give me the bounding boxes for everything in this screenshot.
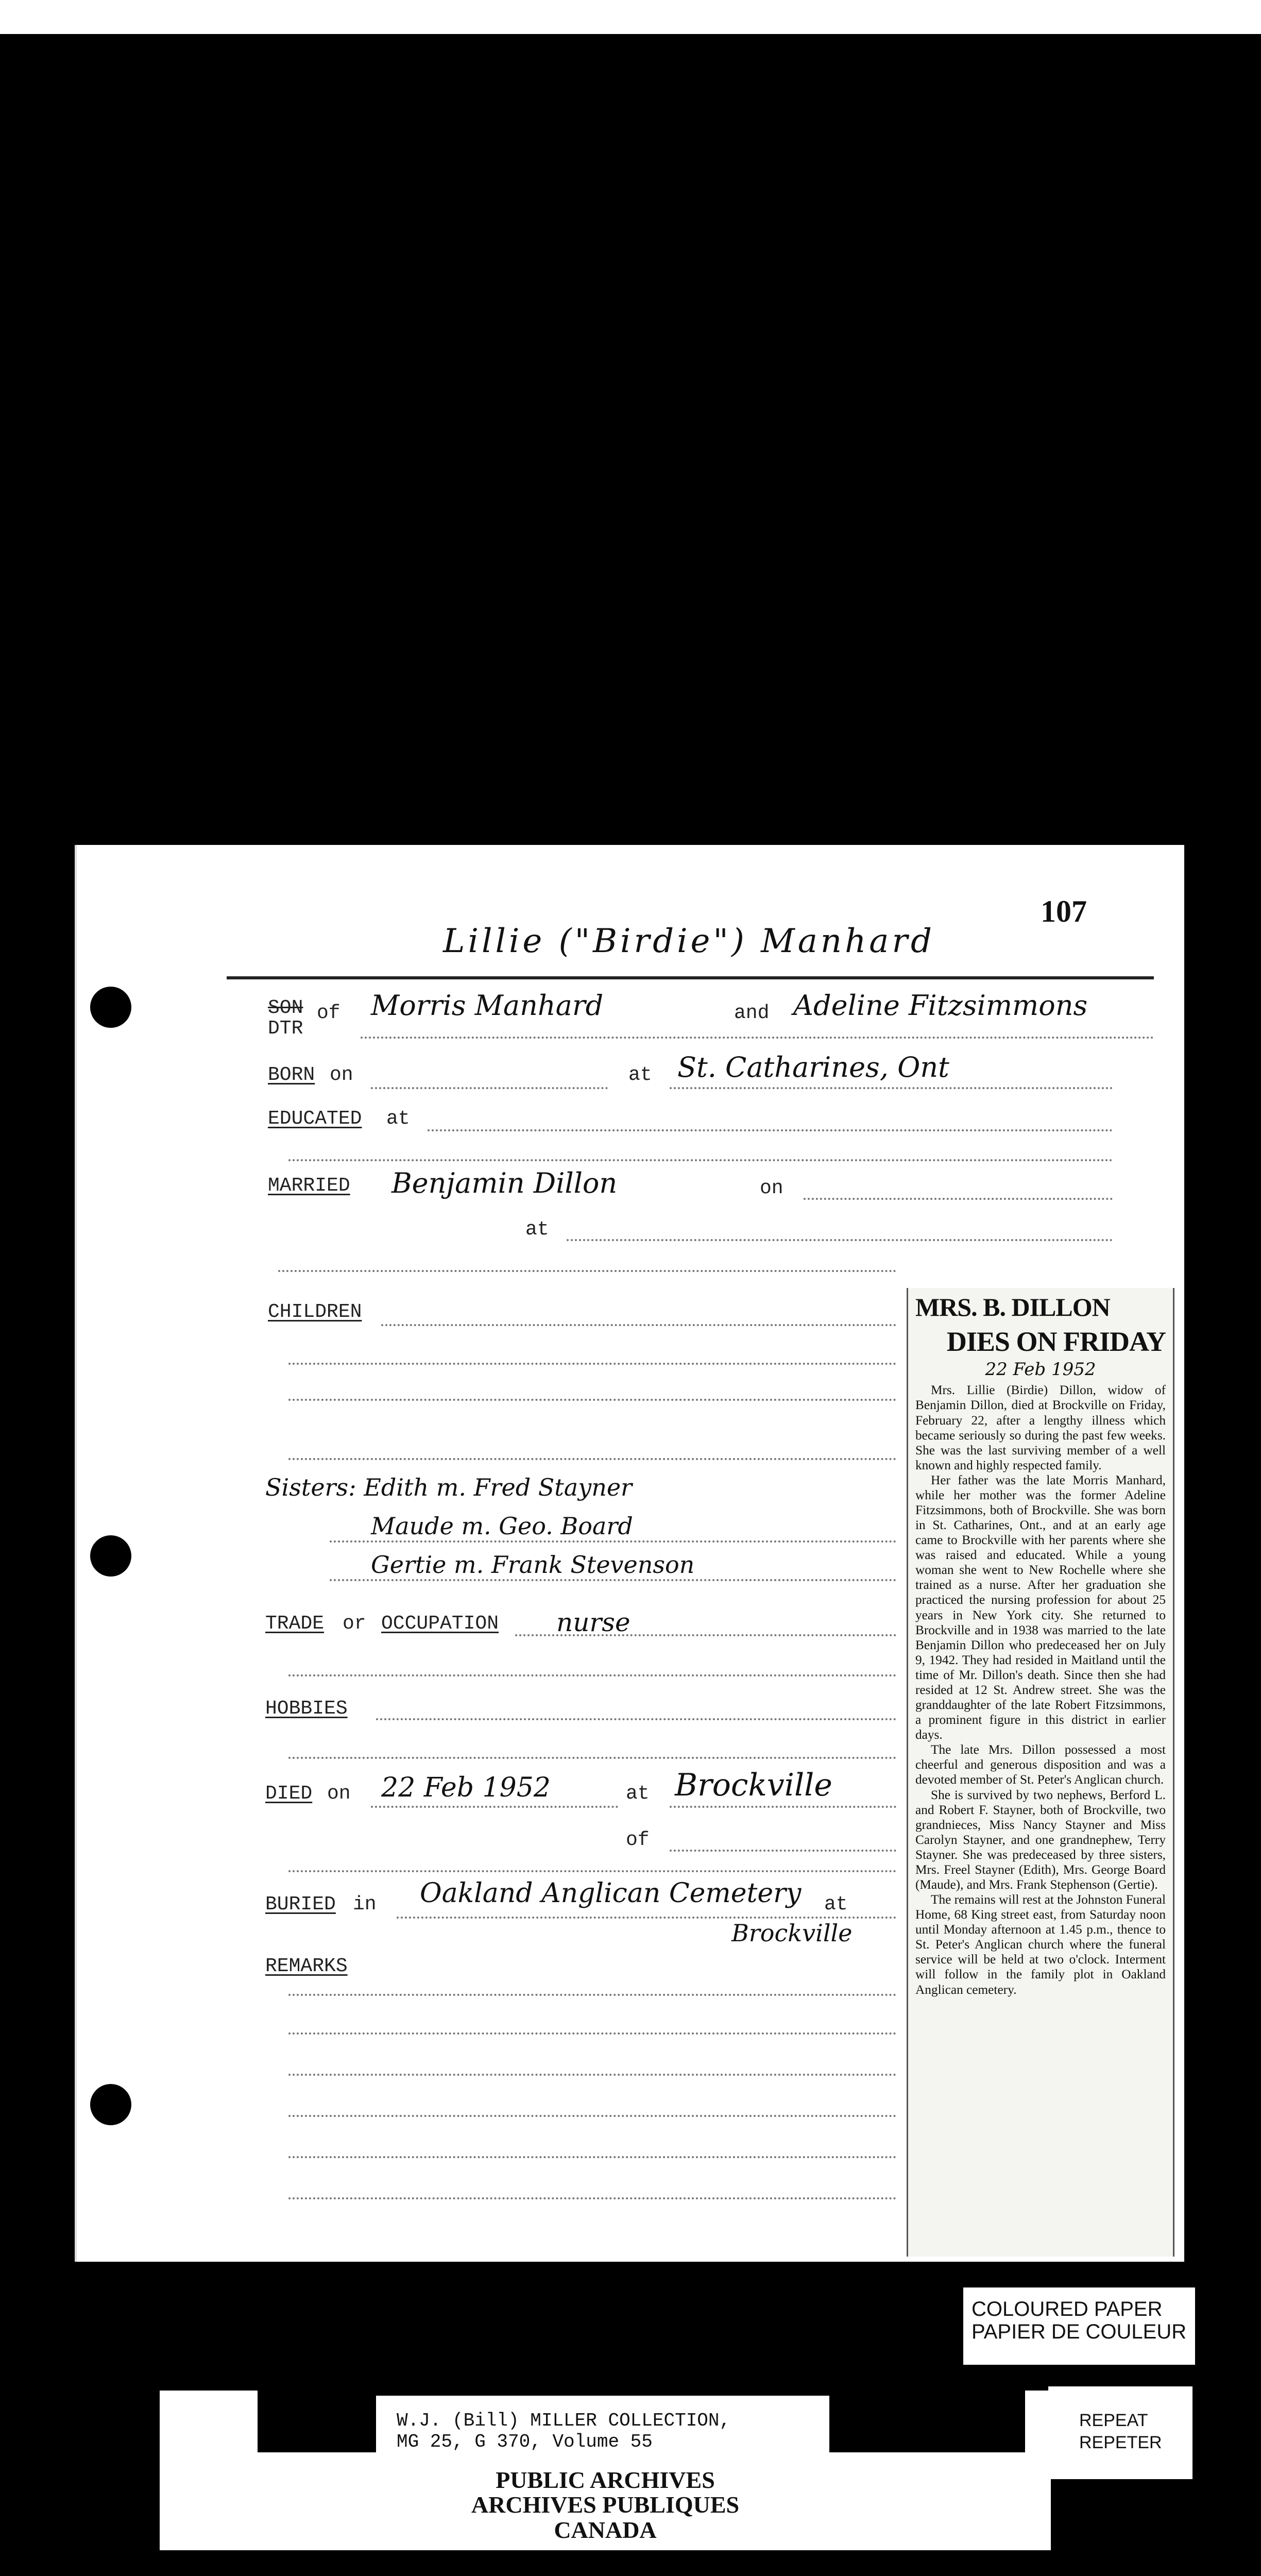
clipping-paragraph: Her father was the late Morris Manhard, while her mother was the former Adeline Fitzsimmons, both of Brockville. She was born in St. Catharines, Ont., and at an early age came to Brockville with her parents where she was raised and educated. While a young woman she went to New Rochelle where she trained as a nurse. After her graduation she practiced the nursing profession for about 25 years in New York city. She returned to Brockville and in 1938 was married to the late Benjamin Dillon who predeceased her on July 9, 1942. They had resided in Maitland until the time of Mr. Dillon's death. Since then she had resided at 12 St. Andrew street. She was the granddaughter of the late Robert Fitzsimmons, a prominent figure in this district in earlier days. xyxy=(915,1472,1166,1742)
dotted-line xyxy=(567,1239,1113,1241)
dotted-line xyxy=(397,1917,896,1919)
burial-place: Oakland Anglican Cemetery xyxy=(420,1878,802,1909)
dotted-line xyxy=(371,1806,618,1808)
hobbies-label: HOBBIES xyxy=(265,1698,348,1720)
sibling-line: Sisters: Edith m. Fred Stayner xyxy=(265,1473,633,1501)
name-underline xyxy=(227,976,1154,979)
dotted-line xyxy=(515,1634,896,1636)
dotted-line xyxy=(278,1270,896,1272)
father-name: Morris Manhard xyxy=(371,989,604,1022)
punch-hole xyxy=(90,987,131,1028)
dotted-line xyxy=(288,1994,896,1996)
coloured-paper-label xyxy=(963,2287,1195,2365)
at-label: at xyxy=(525,1218,549,1241)
of-label: of xyxy=(626,1829,650,1851)
archives-line: CANADA xyxy=(554,2516,657,2543)
dotted-line xyxy=(376,1718,896,1720)
collection-line: W.J. (Bill) MILLER COLLECTION, xyxy=(397,2410,731,2431)
clipping-paragraph: The remains will rest at the Johnston Funeral Home, 68 King street east, from Saturday noon until Monday afternoon at 1.45 p.m., thence to St. Peter's Anglican church where the funeral service will be held at two o'clock. Interment will follow in the family plot in Oakland Anglican cemetery. xyxy=(915,1892,1166,1997)
dtr-label: DTR xyxy=(268,1018,303,1040)
dotted-line xyxy=(288,1458,896,1460)
at-label: at xyxy=(626,1783,650,1805)
dotted-line xyxy=(288,2156,896,2158)
dotted-line xyxy=(288,2032,896,2035)
punch-hole xyxy=(90,1535,131,1577)
dotted-line xyxy=(670,1850,896,1852)
dotted-line xyxy=(670,1806,896,1808)
trade-label: TRADE xyxy=(265,1613,325,1635)
and-label: and xyxy=(734,1002,770,1024)
burial-town: Brockville xyxy=(731,1919,853,1947)
dotted-line xyxy=(288,1159,1113,1161)
repeat-label-line: REPETER xyxy=(1079,2432,1162,2452)
collection-line: MG 25, G 370, Volume 55 xyxy=(397,2431,653,2453)
educated-label: EDUCATED xyxy=(268,1108,362,1130)
dotted-line xyxy=(288,2197,896,2199)
top-border-strip xyxy=(0,0,1261,34)
collection-label xyxy=(376,2396,829,2473)
coloured-label-line: PAPIER DE COULEUR xyxy=(972,2320,1187,2343)
repeat-label xyxy=(1048,2386,1192,2479)
occupation-label: OCCUPATION xyxy=(381,1613,499,1635)
page-number: 107 xyxy=(1041,894,1087,928)
record-name: Lillie ("Birdie") Manhard xyxy=(443,922,935,960)
on-label: on xyxy=(327,1783,351,1805)
clipping-paragraph: She is survived by two nephews, Berford L. and Robert F. Stayner, both of Brockville, two grandnieces, Miss Nancy Stayner and Miss Carolyn Stayner, and one grandnephew, Terry Stayner. She was predeceased by three sisters, Mrs. Freel Stayner (Edith), Mrs. George Board (Maude), and Mrs. Frank Stephenson (Gertie). xyxy=(915,1787,1166,1892)
son-label: SON xyxy=(268,997,303,1019)
death-date: 22 Feb 1952 xyxy=(381,1772,551,1803)
dotted-line xyxy=(371,1087,608,1089)
archives-stamp xyxy=(160,2468,1051,2543)
archives-line: ARCHIVES PUBLIQUES xyxy=(471,2492,740,2518)
archives-line: PUBLIC ARCHIVES xyxy=(496,2467,715,2493)
clipping-paragraph: Mrs. Lillie (Birdie) Dillon, widow of Benjamin Dillon, died at Brockville on Friday, February 22, after a lengthy illness which became seriously so during the past few weeks. She was the last surviving member of a well known and highly respected family. xyxy=(915,1383,1166,1472)
sibling-line: Gertie m. Frank Stevenson xyxy=(371,1551,695,1579)
dotted-line xyxy=(288,1363,896,1365)
at-label: at xyxy=(386,1108,410,1130)
remarks-label: REMARKS xyxy=(265,1955,348,1977)
dotted-line xyxy=(361,1037,1154,1039)
born-label: BORN xyxy=(268,1064,315,1086)
dotted-line xyxy=(428,1129,1113,1131)
dotted-line xyxy=(288,1870,896,1872)
dotted-line xyxy=(288,2074,896,2076)
died-label: DIED xyxy=(265,1783,313,1805)
clipping-handwritten-date: 22 Feb 1952 xyxy=(985,1359,1096,1380)
dotted-line xyxy=(804,1198,1113,1200)
clipping-paragraph: The late Mrs. Dillon possessed a most cheerful and generous disposition and was a devoted member of St. Peter's Anglican church. xyxy=(915,1742,1166,1787)
archives-footer xyxy=(160,2391,1051,2550)
dotted-line xyxy=(288,2115,896,2117)
repeat-label-line: REPEAT xyxy=(1079,2411,1148,2430)
dotted-line xyxy=(330,1540,896,1543)
clipping-headline: DIES ON FRIDAY xyxy=(946,1326,1166,1357)
dotted-line xyxy=(288,1757,896,1759)
dotted-line xyxy=(288,1399,896,1401)
dotted-line xyxy=(381,1324,896,1326)
dotted-line xyxy=(288,1674,896,1676)
of-label: of xyxy=(317,1002,340,1024)
mother-name: Adeline Fitzsimmons xyxy=(793,989,1088,1022)
buried-label: BURIED xyxy=(265,1893,336,1916)
or-label: or xyxy=(343,1613,366,1635)
dotted-line xyxy=(670,1087,1113,1089)
on-label: on xyxy=(760,1177,783,1199)
on-label: on xyxy=(330,1064,353,1086)
dotted-line xyxy=(330,1579,896,1581)
punch-hole xyxy=(90,2084,131,2125)
death-place: Brockville xyxy=(675,1767,832,1803)
married-label: MARRIED xyxy=(268,1175,350,1197)
at-label: at xyxy=(628,1064,652,1086)
at-label: at xyxy=(824,1893,848,1916)
clipping-headline: MRS. B. DILLON xyxy=(915,1293,1110,1321)
coloured-label-line: COLOURED PAPER xyxy=(972,2298,1163,2320)
spouse-name: Benjamin Dillon xyxy=(391,1167,618,1199)
in-label: in xyxy=(353,1893,377,1916)
newspaper-clipping xyxy=(907,1288,1174,2257)
occupation-value: nurse xyxy=(556,1607,630,1637)
birthplace: St. Catharines, Ont xyxy=(677,1051,949,1083)
sibling-line: Maude m. Geo. Board xyxy=(371,1512,633,1540)
children-label: CHILDREN xyxy=(268,1301,362,1323)
